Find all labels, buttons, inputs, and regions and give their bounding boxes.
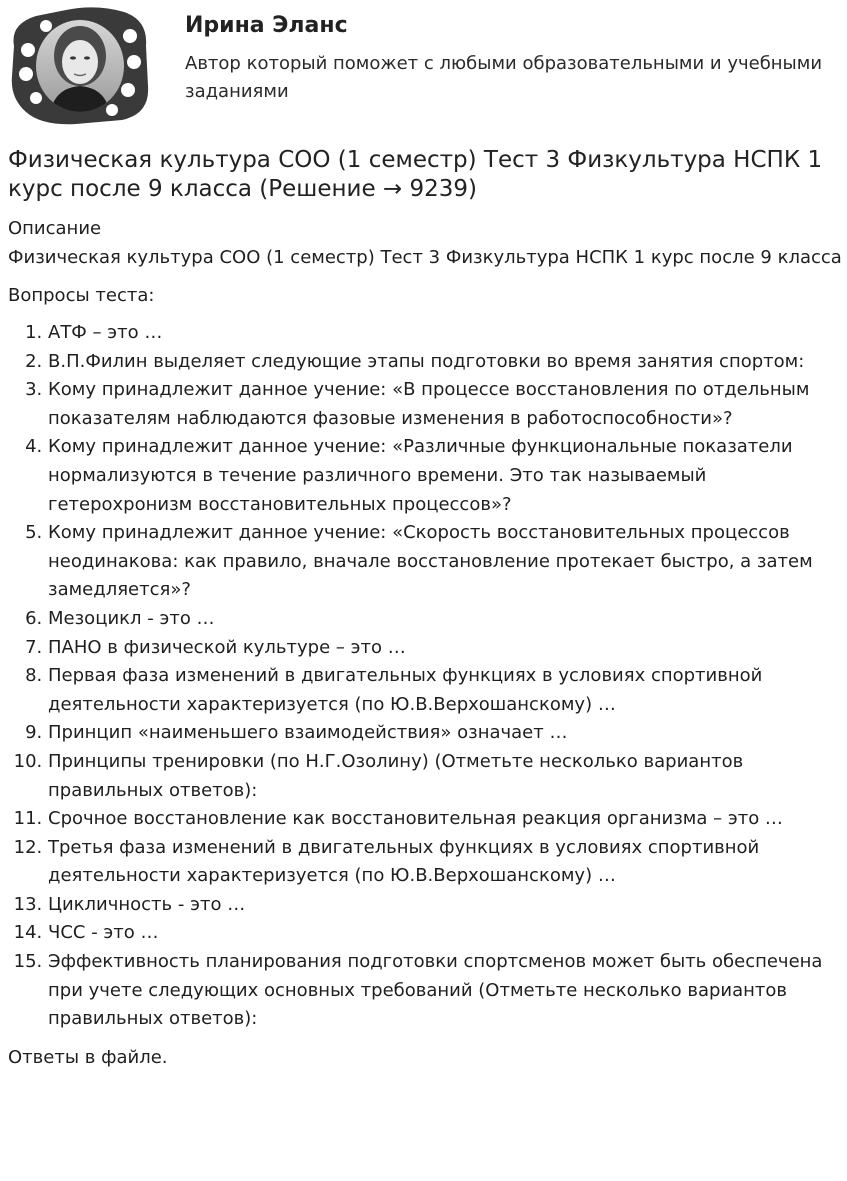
questions-label: Вопросы теста: [8,285,155,306]
question-item: 3. Кому принадлежит данное учение: «В процессе восстановления по отдельным показателям наблюдаются фазовые изменения в работоспособности»? [48,376,842,433]
description-label: Описание [8,218,102,239]
question-item: 12. Третья фаза изменений в двигательных функциях в условиях спортивной деятельности характеризуется (по Ю.В.Верхошанскому) … [48,834,842,891]
author-name[interactable]: Ирина Эланс [185,13,348,38]
page-title: Физическая культура СОО (1 семестр) Тест 3 Физкультура НСПК 1 курс после 9 класса (Решение → 9239) [8,147,823,202]
question-item: 1. АТФ – это … [48,319,842,348]
question-item: 10. Принципы тренировки (по Н.Г.Озолину) (Отметьте несколько вариантов правильных ответов): [48,748,842,805]
question-item: 14. ЧСС - это … [48,919,842,948]
author-description: Автор который поможет с любыми образовательными и учебными заданиями [185,53,823,102]
question-item: 4. Кому принадлежит данное учение: «Различные функциональные показатели нормализуются в течение различного времени. Это так называемый гетерохронизм восстановительных процессов»? [48,433,842,519]
author-header [0,0,847,130]
question-item: 8. Первая фаза изменений в двигательных функциях в условиях спортивной деятельности характеризуется (по Ю.В.Верхошанскому) … [48,662,842,719]
document-content [8,146,842,1072]
question-item: 9. Принцип «наименьшего взаимодействия» означает … [48,719,842,748]
author-avatar[interactable] [6,6,152,126]
answers-note: Ответы в файле. [8,1046,168,1068]
questions-list [8,319,842,1034]
question-item: 15. Эффективность планирования подготовки спортсменов может быть обеспечена при учете следующих основных требований (Отметьте несколько вариантов правильных ответов): [48,948,842,1034]
description-text: Физическая культура СОО (1 семестр) Тест 3 Физкультура НСПК 1 курс после 9 класса [8,247,842,268]
question-item: 11. Срочное восстановление как восстановительная реакция организма – это … [48,805,842,834]
question-item: 6. Мезоцикл - это … [48,605,842,634]
question-item: 2. В.П.Филин выделяет следующие этапы подготовки во время занятия спортом: [48,348,842,377]
question-item: 13. Цикличность - это … [48,891,842,920]
question-item: 7. ПАНО в физической культуре – это … [48,634,842,663]
question-item: 5. Кому принадлежит данное учение: «Скорость восстановительных процессов неодинакова: как правило, вначале восстановление протекает быстро, а затем замедляется»? [48,519,842,605]
